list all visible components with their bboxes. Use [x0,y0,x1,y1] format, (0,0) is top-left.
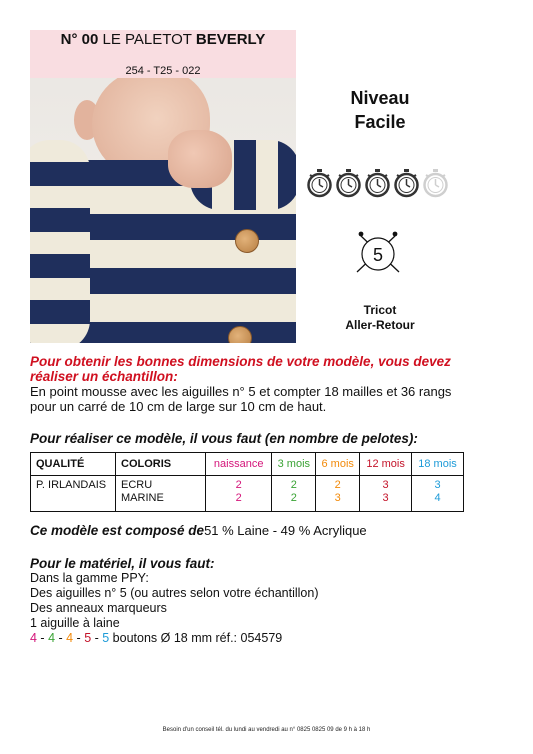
footer-help-line: Besoin d'un conseil tél. du lundi au vendredi au n° 0825 0825 09 de 9 h à 18 h [162,727,371,733]
balls-cell [316,476,360,512]
gauge-text-line2: pour un carré de 10 cm de large sur 10 cm de haut. [30,399,327,414]
button-count: 4 [30,631,37,645]
gauge-heading-line1: Pour obtenir les bonnes dimensions de votre modèle, vous devez [30,354,451,369]
balls-cell [360,476,412,512]
buttons-line [30,631,490,646]
stopwatch-empty-icon [422,168,449,198]
balls-ecru: 2 [290,479,297,491]
difficulty-level [300,86,460,134]
pattern-name: LE PALETOT [102,31,192,48]
gauge-text-line1: En point mousse avec les aiguilles n° 5 et compter 18 mailles et 36 rangs [30,384,452,399]
balls-marine: 2 [235,492,242,504]
composition-label: Ce modèle est composé de [30,523,205,538]
stopwatch-filled-icon [335,168,362,198]
column-size: naissance [206,453,272,476]
material-heading: Pour le matériel, il vous faut: [30,556,215,571]
balls-ecru: 3 [382,479,389,491]
button-count: 4 [48,631,56,645]
difficulty-rating [306,168,456,198]
wooden-button [235,229,259,253]
gauge-instructions [30,384,490,414]
pattern-number: N° 00 [60,31,99,48]
yarn-requirements-heading: Pour réaliser ce modèle, il vous faut (en nombre de pelotes): [30,431,418,446]
balls-marine: 2 [290,492,297,504]
needle-size: 5 [372,245,384,265]
button-count: 5 [102,631,110,645]
column-size: 12 mois [360,453,412,476]
difficulty-value: Facile [354,112,406,132]
column-size: 3 mois [272,453,316,476]
technique-line2: Aller-Retour [345,318,415,332]
balls-marine: 3 [334,492,341,504]
yarn-table [30,452,464,512]
gauge-heading-line2: réaliser un échantillon: [30,369,178,384]
pattern-reference: 254 - T25 - 022 [125,65,201,77]
technique [300,303,460,333]
composition [30,523,367,538]
stopwatch-filled-icon [306,168,333,198]
balls-ecru: 3 [434,479,441,491]
knitting-needles-icon [353,224,403,276]
pattern-title [30,31,296,48]
wooden-button [228,326,252,343]
balls-marine: 4 [434,492,441,504]
color-ecru: ECRU [121,479,153,491]
column-colors: COLORIS [116,453,206,476]
baby-hand [168,130,232,188]
material-list [30,571,490,646]
material-line: Des anneaux marqueurs [30,601,167,615]
balls-ecru: 2 [334,479,341,491]
material-line: Dans la gamme PPY: [30,571,149,585]
separator: - [36,631,49,645]
button-count: 5 [84,631,92,645]
color-marine: MARINE [121,492,164,504]
yarn-quality: P. IRLANDAIS [31,476,116,512]
stopwatch-filled-icon [364,168,391,198]
material-line: Des aiguilles n° 5 (ou autres selon votre échantillon) [30,586,319,600]
table-header-row [31,453,464,476]
composition-value: 51 % Laine - 49 % Acrylique [204,523,367,538]
separator: - [91,631,103,645]
pattern-name-bold: BEVERLY [195,31,266,48]
balls-marine: 3 [382,492,389,504]
balls-cell [206,476,272,512]
balls-ecru: 2 [235,479,242,491]
button-count: 4 [66,631,74,645]
yarn-colors [116,476,206,512]
table-row [31,476,464,512]
balls-cell [272,476,316,512]
column-size: 6 mois [316,453,360,476]
technique-line1: Tricot [363,303,397,317]
sweater-sleeve-left [30,140,90,343]
balls-cell [412,476,464,512]
material-line: 1 aiguille à laine [30,616,120,630]
column-quality: QUALITÉ [31,453,116,476]
buttons-description: boutons Ø 18 mm réf.: 054579 [109,631,283,645]
separator: - [55,631,67,645]
column-size: 18 mois [412,453,464,476]
separator: - [73,631,85,645]
difficulty-label: Niveau [350,88,410,108]
gauge-heading [30,354,490,384]
stopwatch-filled-icon [393,168,420,198]
